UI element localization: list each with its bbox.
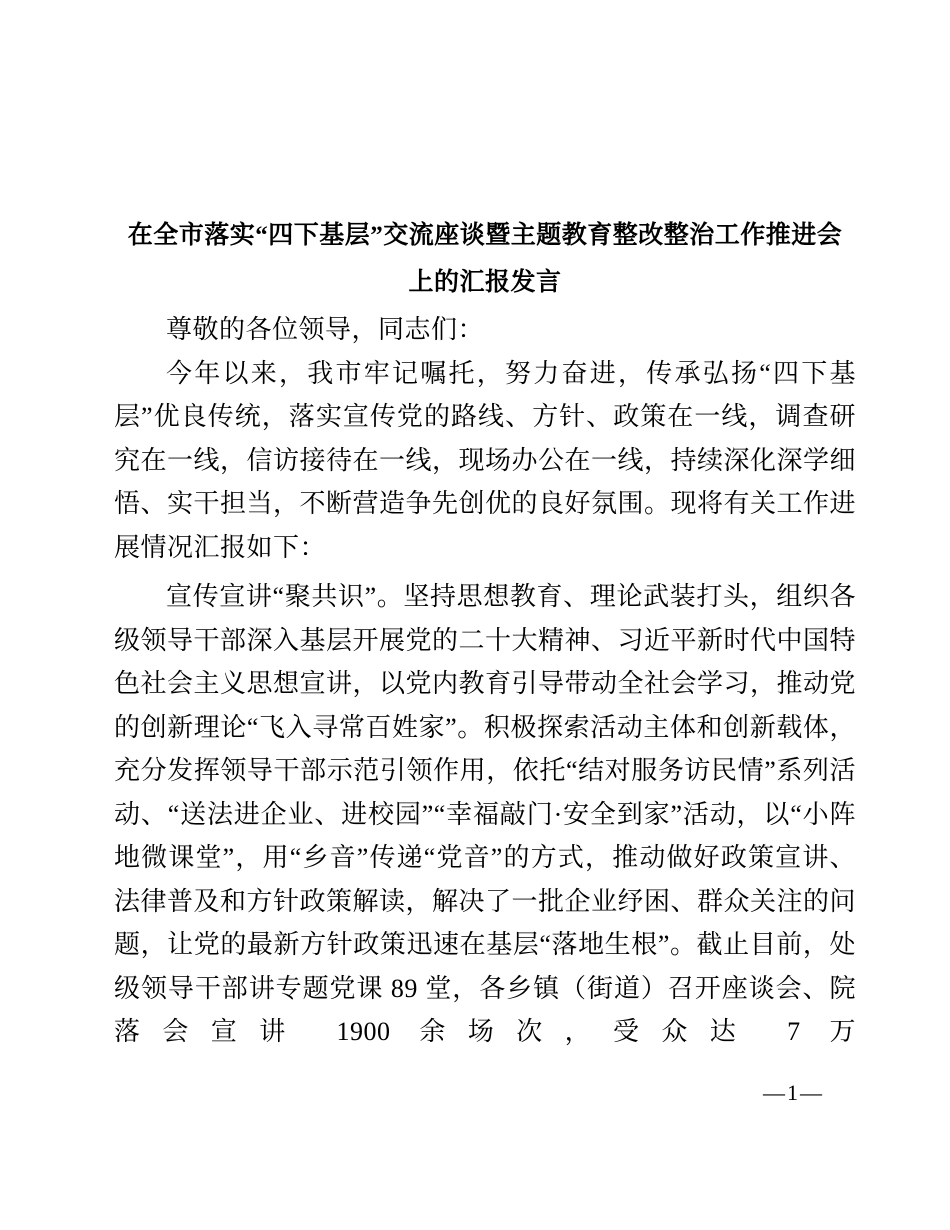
main-paragraph: 宣传宣讲“聚共识”。坚持思想教育、理论武装打头，组织各级领导干部深入基层开展党的二十大精神、习近平新时代中国特色社会主义思想宣讲，以党内教育引导带动全社会学习，推动党的创新理论“飞入寻常百姓家”。积极探索活动主体和创新载体，充分发挥领导干部示范引领作用，依托“结对服务访民情”系列活动、“送法进企业、进校园”“幸福敲门·安全到家”活动，以“小阵地微课堂”，用“乡音”传递“党音”的方式，推动做好政策宣讲、法律普及和方针政策解读，解决了一批企业纾困、群众关注的问题，让党的最新方针政策迅速在基层“落地生根”。截止目前，处级领导干部讲专题党课 89 堂，各乡镇（街道）召开座谈会、院落会宣讲 1900 余场次，受众达 7 万 <box>114 582 857 1046</box>
title-line-2: 上的汇报发言 <box>408 269 562 296</box>
document-title <box>114 212 856 306</box>
intro-paragraph: 今年以来，我市牢记嘱托，努力奋进，传承弘扬“四下基层”优良传统，落实宣传党的路线、方针、政策在一线，调查研究在一线，信访接待在一线，现场办公在一线，持续深化深学细悟、实干担当，不断营造争先创优的良好氛围。现将有关工作进展情况汇报如下： <box>114 358 857 562</box>
title-line-1: 在全市落实“四下基层”交流座谈暨主题教育整改整治工作推进会 <box>127 222 843 249</box>
page-number: —1— <box>763 1080 824 1105</box>
document-content <box>114 212 856 1054</box>
page-footer <box>114 1078 856 1108</box>
salutation-paragraph: 尊敬的各位领导，同志们： <box>166 315 485 344</box>
